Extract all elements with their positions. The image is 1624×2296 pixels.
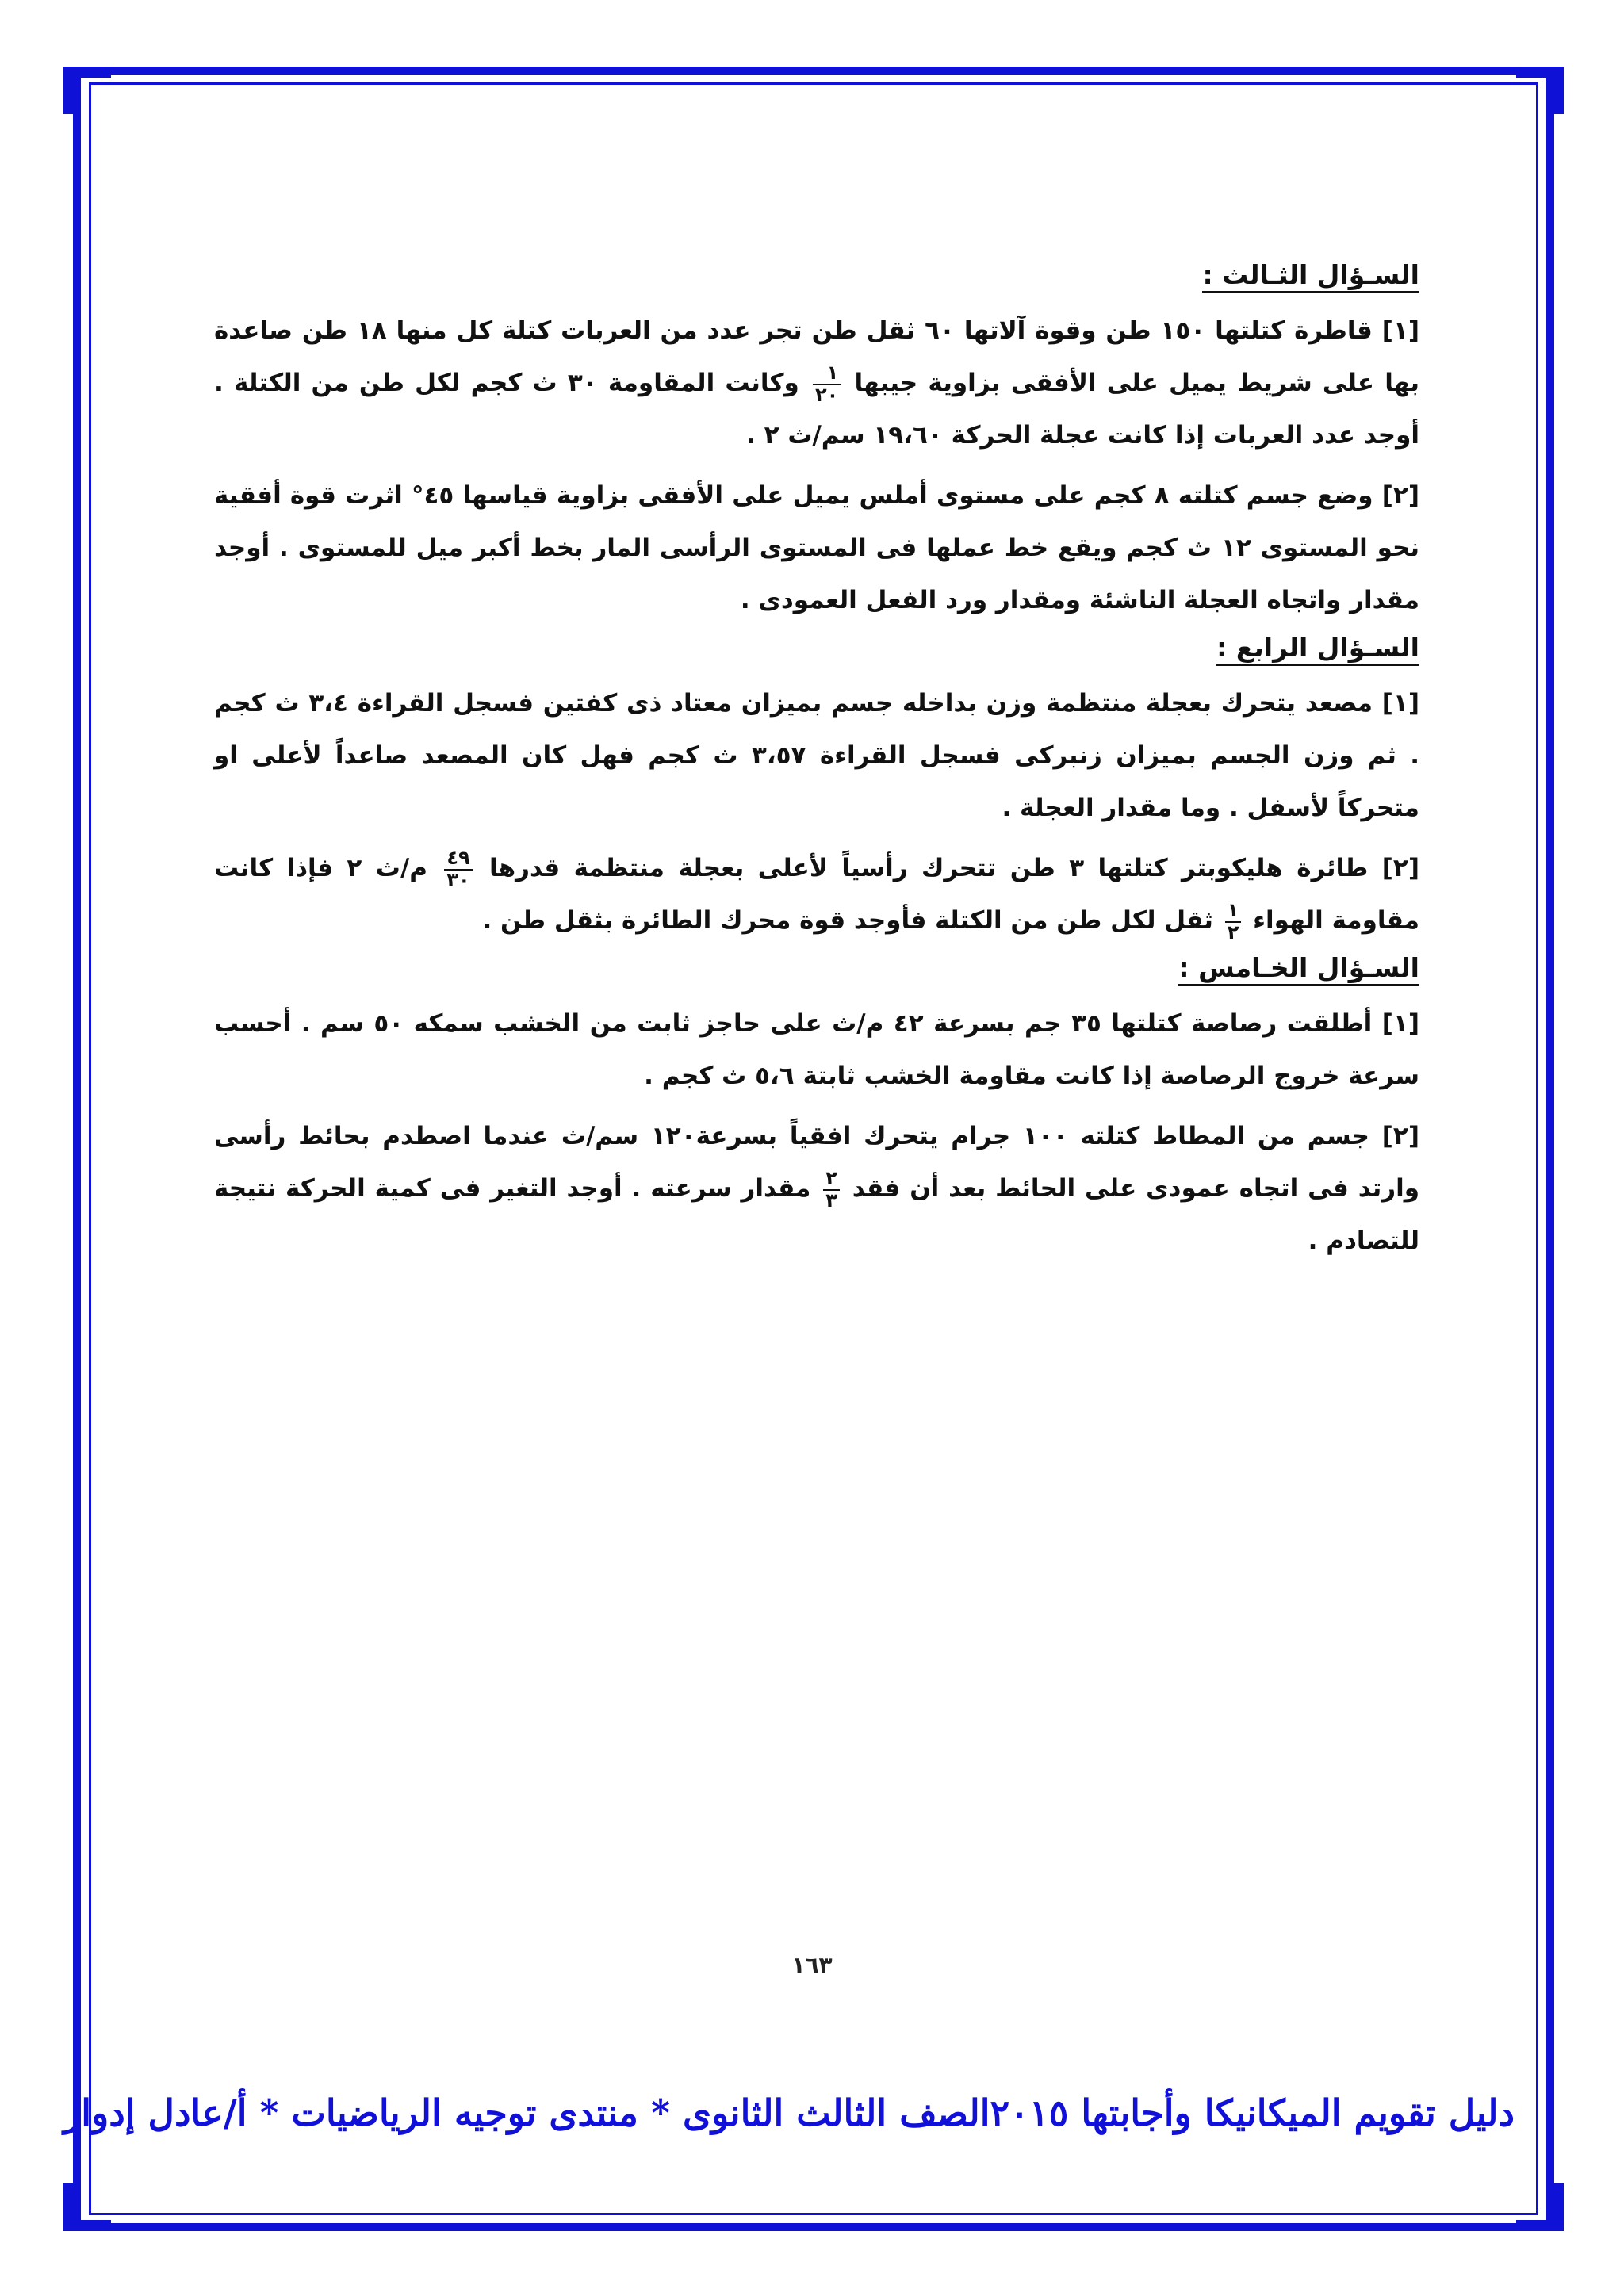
section-question-4 <box>214 634 1419 947</box>
section-question-3 <box>214 259 1420 626</box>
question-text: [١] قاطرة كتلتها ١٥٠ طن وقوة آلاتها ٦٠ ثقل طن تجر عدد من العربات كتلة كل منها ١٨ طن صاعدة بها على شريط يميل على الأفقى بزاوية جيبها <box>214 316 1420 397</box>
question-text: مقدار سرعته . أوجد التغير فى كمية الحركة نتيجة للتصادم . <box>214 1174 1419 1255</box>
question-item <box>214 304 1419 461</box>
question-item: [١] أطلقت رصاصة كتلتها ٣٥ جم بسرعة ٤٢ م/ث على حاجز ثابت من الخشب سمكه ٥٠ سم . أحسب سرعة خروج الرصاصة إذا كانت مقاومة الخشب ثابتة ٥،٦ ث كجم . <box>214 1009 1419 1090</box>
fraction-numerator: ٢ <box>823 1169 840 1190</box>
fraction <box>823 1169 840 1210</box>
section-title: السـؤال الرابع : <box>1216 634 1419 666</box>
section-title: السـؤال الثـالث : <box>1202 262 1419 293</box>
section-question-5 <box>214 952 1419 1267</box>
fraction-denominator: ٢٠ <box>814 383 839 406</box>
fraction <box>1225 901 1242 942</box>
question-text: [٢] جسم من المطاط كتلته ١٠٠ جرام يتحرك افقياً بسرعة١٢٠ سم/ث عندما اصطدم بحائط رأسى وارتد فى اتجاه عمودى على الحائط بعد أن فقد <box>214 1122 1419 1203</box>
frame-corner-top-left-v <box>63 67 75 114</box>
question-text: ثقل لكل طن من الكتلة فأوجد قوة محرك الطائرة بثقل طن . <box>482 906 1213 935</box>
fraction-denominator: ٣٠ <box>446 868 470 891</box>
fraction <box>444 848 472 890</box>
document-body <box>214 259 1420 1275</box>
page-number: ١٦٣ <box>791 1952 833 1978</box>
question-item <box>214 1110 1419 1267</box>
question-text: [٢] طائرة هليكوبتر كتلتها ٣ طن تتحرك رأسياً لأعلى بعجلة منتظمة قدرها <box>489 854 1420 882</box>
fraction-numerator: ٤٩ <box>444 848 472 870</box>
fraction-denominator: ٢ <box>1227 920 1239 943</box>
section-title: السـؤال الخـامس : <box>1178 955 1419 986</box>
question-item: [١] مصعد يتحرك بعجلة منتظمة وزن بداخله جسم بميزان معتاد ذى كفتين فسجل القراءة ٣،٤ ث كجم . ثم وزن الجسم بميزان زنبركى فسجل القراءة ٣،٥٧ ث كجم فهل كان المصعد صاعداً لأعلى او متحركاً لأسفل . وما مقدار العجلة . <box>214 689 1419 822</box>
question-text: وكانت المقاومة ٣٠ ث كجم لكل طن من الكتلة . أوجد عدد العربات إذا كانت عجلة الحركة ١٩،٦٠ سم/ث ٢ . <box>214 369 1419 450</box>
frame-corner-top-right-v <box>1553 67 1564 114</box>
frame-corner-bottom-right-v <box>1553 2183 1564 2231</box>
question-text: م/ث ٢ فإذا كانت مقاومة الهواء <box>214 854 1419 935</box>
fraction-denominator: ٣ <box>825 1188 837 1211</box>
fraction-numerator: ١ <box>813 363 841 385</box>
fraction-numerator: ١ <box>1225 901 1242 922</box>
question-item: [٢] وضع جسم كتلته ٨ كجم على مستوى أملس يميل على الأفقى بزاوية قياسها ٤٥° اثرت قوة أفقية نحو المستوى ١٢ ث كجم ويقع خط عملها فى المستوى الرأسى المار بخط أكبر ميل للمستوى . أوجد مقدار واتجاه العجلة الناشئة ومقدار ورد الفعل العمودى . <box>214 481 1419 614</box>
frame-corner-bottom-left-v <box>63 2183 75 2231</box>
footer-credit: دليل تقويم الميكانيكا وأجابتها ٢٠١٥الصف الثالث الثانوى * منتدى توجيه الرياضيات * أ/عادل إدوار <box>63 2091 1515 2134</box>
question-item <box>214 842 1419 947</box>
fraction <box>813 363 841 404</box>
